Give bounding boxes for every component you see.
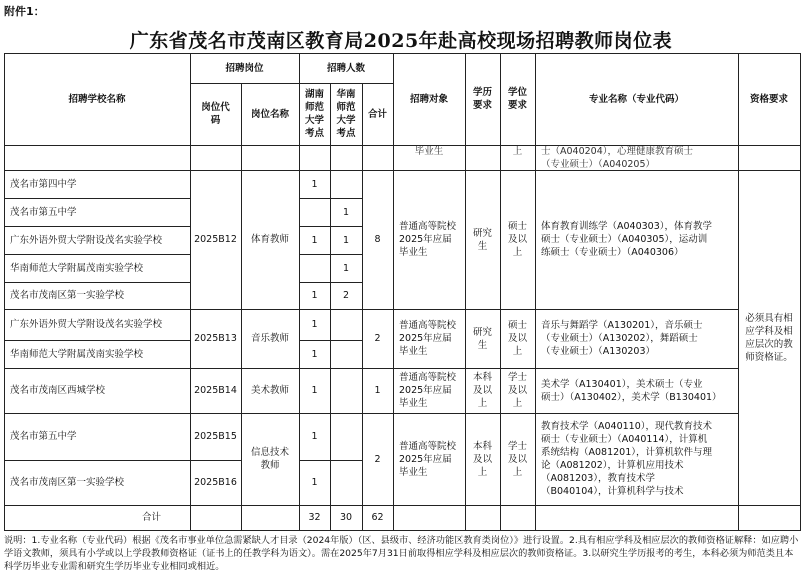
peek-degree: 上 xyxy=(512,146,523,157)
count-hunan: 1 xyxy=(311,431,318,442)
footnote: 说明：1.专业名称（专业代码）根据《茂名市事业单位急需紧缺人才目录（2024年版）（区、县级市、经济功能区教育类岗位）》进行设置。2.具有相应学科及相应层次的教师资格证解释：如应聘小学语文教师，须具有小学或以上学段教师资格证（证书上的任教学科为语文）。需在2025年7月31日前取得相应学科及相应层次的教师资格证。3.以研究生学历报考的考生，本科必须为师范类且本科学历毕业专业需和研究生学历毕业专业相同或相近。 xyxy=(4,535,799,572)
school-name: 华南师范大学附属茂南实验学校 xyxy=(10,348,144,360)
count-huanan: 2 xyxy=(342,290,350,301)
header-count-total: 合计 xyxy=(367,108,387,120)
school-name: 茂名市第五中学 xyxy=(10,206,77,218)
school-name: 茂名市茂南区第一实验学校 xyxy=(10,477,125,488)
header-qualification: 资格要求 xyxy=(749,93,788,105)
count-huanan xyxy=(330,170,362,198)
count-hunan xyxy=(299,254,330,282)
peek-target: 毕业生 xyxy=(414,146,444,157)
header-post-name: 岗位名称 xyxy=(250,108,289,120)
header-degree: 学位 要求 xyxy=(507,87,527,111)
education: 本科 及以 上 xyxy=(472,440,492,478)
school-name: 茂名市第五中学 xyxy=(10,431,77,442)
count-huanan xyxy=(330,309,362,340)
count-hunan: 1 xyxy=(311,348,318,360)
header-school: 招聘学校名称 xyxy=(68,93,126,105)
count-hunan: 1 xyxy=(311,290,318,301)
header-count-hunan: 湖南 师范 大学 考点 xyxy=(304,89,324,139)
header-count-huanan: 华南 师范 大学 考点 xyxy=(336,89,356,139)
count-hunan: 1 xyxy=(311,178,318,190)
header-target: 招聘对象 xyxy=(409,93,448,105)
count-total: 2 xyxy=(374,453,381,465)
school-name: 广东外语外贸大学附设茂名实验学校 xyxy=(10,319,163,330)
header-major: 专业名称（专业代码） xyxy=(588,93,684,105)
count-huanan: 1 xyxy=(342,234,350,246)
header-count-group: 招聘人数 xyxy=(326,62,365,74)
education: 本科 及以 上 xyxy=(472,372,492,409)
count-huanan xyxy=(330,413,362,460)
header-education: 学历 要求 xyxy=(472,87,492,111)
education: 研究 生 xyxy=(472,326,492,351)
count-hunan: 1 xyxy=(311,319,318,330)
post-code: 2025B14 xyxy=(194,385,237,396)
post-name: 音乐教师 xyxy=(250,333,289,344)
count-huanan: 1 xyxy=(342,262,350,274)
post-code: 2025B15 xyxy=(194,431,237,442)
major: 美术学（A130401），美术硕士（专业 硕士）（A130402），美术学（B130401） xyxy=(541,378,722,403)
target: 普通高等院校 2025年应届 毕业生 xyxy=(399,440,457,478)
count-huanan: 1 xyxy=(342,206,350,218)
degree: 硕士 及以 上 xyxy=(507,320,527,357)
post-name: 美术教师 xyxy=(250,385,289,396)
post-code: 2025B16 xyxy=(194,477,237,488)
post-code: 2025B13 xyxy=(194,333,237,344)
degree: 硕士 及以 上 xyxy=(507,221,527,258)
major: 教育技术学（A040110），现代教育技术 硕士（专业硕士）（A040114），计算机 系统结构（A081201），计算机软件与理 论（A081202），计算机应用技术 （A081203），教育技术学 （B040104），计算机科学与技术 xyxy=(541,421,713,497)
total-huanan: 30 xyxy=(339,512,353,523)
annex-label: 附件1： xyxy=(4,5,45,18)
degree: 学士 及以 上 xyxy=(507,440,527,478)
post-name: 信息技术 教师 xyxy=(250,447,289,471)
count-total: 8 xyxy=(374,234,381,245)
major: 音乐与舞蹈学（A130201），音乐硕士 （专业硕士）（A130202），舞蹈硕士 （专业硕士）（A130203） xyxy=(541,320,703,357)
peek-major: 士（A040204），心理健康教育硕士 （专业硕士）（A040205） xyxy=(541,146,694,170)
count-huanan xyxy=(330,340,362,368)
school-name: 茂名市茂南区第一实验学校 xyxy=(10,290,125,301)
total-hunan: 32 xyxy=(308,512,321,523)
school-name: 茂名市茂南区西城学校 xyxy=(10,385,106,396)
education: 研究 生 xyxy=(472,227,492,252)
count-hunan xyxy=(299,198,330,226)
count-hunan: 1 xyxy=(311,477,318,488)
degree: 学士 及以 上 xyxy=(507,372,527,409)
target: 普通高等院校 2025年应届 毕业生 xyxy=(399,320,457,357)
count-hunan: 1 xyxy=(311,385,318,396)
qualification: 必须具有相 应学科及相 应层次的教 师资格证。 xyxy=(745,312,793,363)
count-huanan xyxy=(330,460,362,505)
count-hunan: 1 xyxy=(311,234,318,246)
school-name: 华南师范大学附属茂南实验学校 xyxy=(10,262,144,274)
target: 普通高等院校 2025年应届 毕业生 xyxy=(399,372,457,409)
target: 普通高等院校 2025年应届 毕业生 xyxy=(399,221,457,258)
header-post-code: 岗位代 码 xyxy=(201,102,230,126)
school-name: 茂名市第四中学 xyxy=(10,178,77,190)
count-total: 1 xyxy=(374,385,381,396)
count-total: 2 xyxy=(374,333,381,344)
school-name: 广东外语外贸大学附设茂名实验学校 xyxy=(10,234,163,246)
post-code: 2025B12 xyxy=(194,234,237,245)
total-label: 合计 xyxy=(141,512,161,523)
header-post-group: 招聘岗位 xyxy=(225,62,264,74)
total-sum: 62 xyxy=(371,512,384,523)
count-huanan xyxy=(330,368,362,413)
major: 体育教育训练学（A040303），体育教学 硕士（专业硕士）（A040305），运动训 练硕士（专业硕士）（A040306） xyxy=(541,221,713,258)
page-title: 广东省茂名市茂南区教育局2025年赴高校现场招聘教师岗位表 xyxy=(129,30,673,52)
post-name: 体育教师 xyxy=(250,234,289,245)
